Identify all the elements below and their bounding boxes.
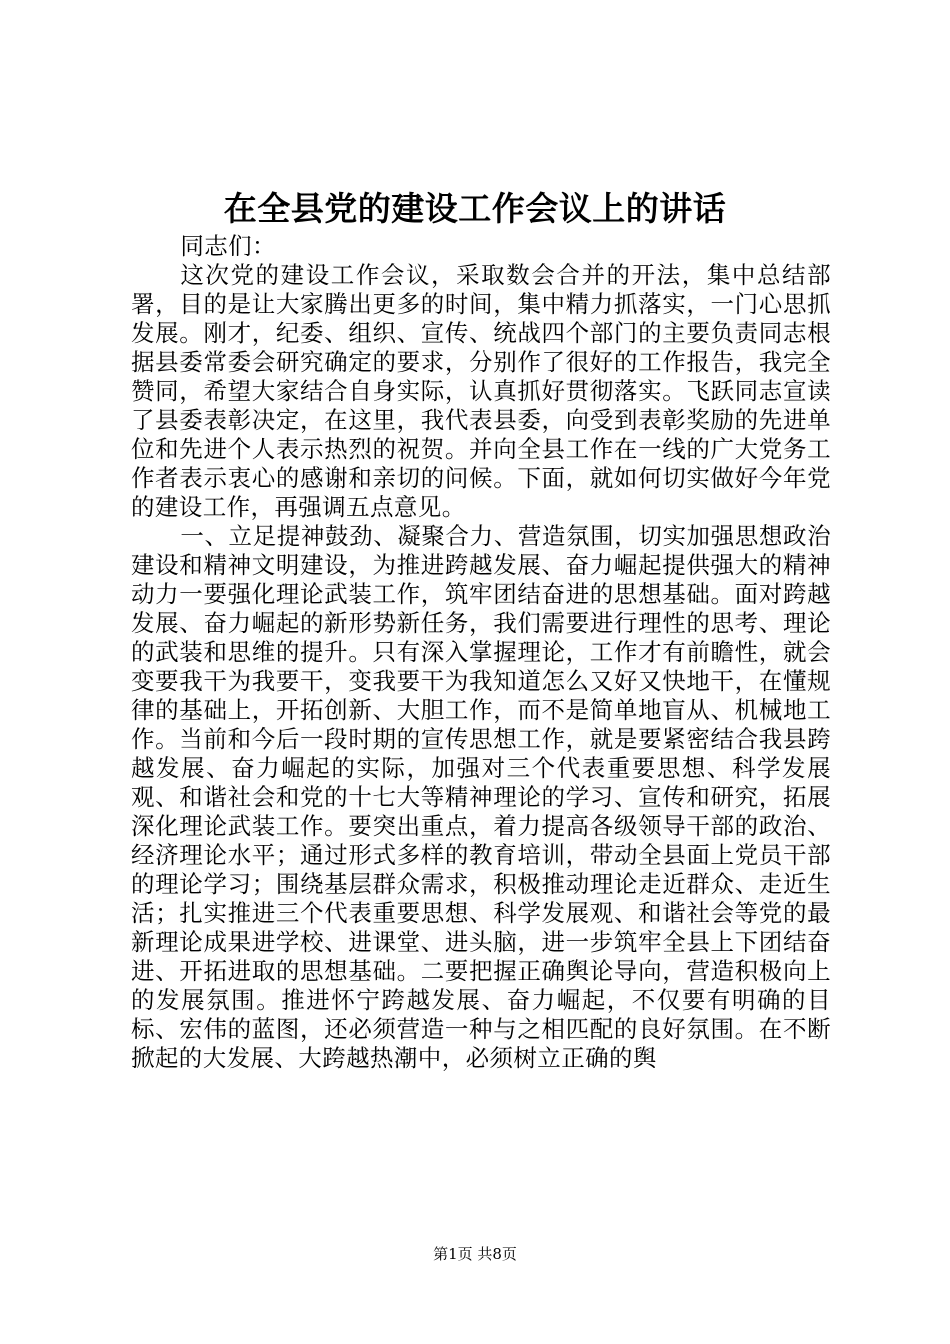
salutation-paragraph: 同志们：: [180, 232, 276, 260]
section-one-paragraph: 一、立足提神鼓劲、凝聚合力、营造氛围，切实加强思想政治建设和精神文明建设，为推进跨越发展、奋力崛起提供强大的精神动力一要强化理论武装工作，筑牢团结奋进的思想基础。面对跨越发展、奋力崛起的新形势新任务，我们需要进行理性的思考、理论的武装和思维的提升。只有深入掌握理论，工作才有前瞻性，就会变要我干为我要干，变我要干为我知道怎么又好又快地干，在懂规律的基础上，开拓创新、大胆工作，而不是简单地盲从、机械地工作。当前和今后一段时期的宣传思想工作，就是要紧密结合我县跨越发展、奋力崛起的实际，加强对三个代表重要思想、科学发展观、和谐社会和党的十七大等精神理论的学习、宣传和研究，拓展深化理论武装工作。要突出重点，着力提高各级领导干部的政治、经济理论水平；通过形式多样的教育培训，带动全县面上党员干部的理论学习；围绕基层群众需求，积极推动理论走近群众、走近生活；扎实推进三个代表重要思想、科学发展观、和谐社会等党的最新理论成果进学校、进课堂、进头脑，进一步筑牢全县上下团结奋进、开拓进取的思想基础。二要把握正确舆论导向，营造积极向上的发展氛围。推进怀宁跨越发展、奋力崛起，不仅要有明确的目标、宏伟的蓝图，还必须营造一种与之相匹配的良好氛围。在不断掀起的大发展、大跨越热潮中，必须树立正确的舆: [131, 522, 831, 1072]
document-title: 在全县党的建设工作会议上的讲话: [223, 189, 727, 228]
page-number-footer: 第1页 共8页: [433, 1245, 517, 1263]
document-body: [131, 232, 831, 1073]
intro-paragraph: 这次党的建设工作会议，采取数会合并的开法，集中总结部署，目的是让大家腾出更多的时间，集中精力抓落实，一门心思抓发展。刚才，纪委、组织、宣传、统战四个部门的主要负责同志根据县委常委会研究确定的要求，分别作了很好的工作报告，我完全赞同，希望大家结合自身实际，认真抓好贯彻落实。飞跃同志宣读了县委表彰决定，在这里，我代表县委，向受到表彰奖励的先进单位和先进个人表示热烈的祝贺。并向全县工作在一线的广大党务工作者表示衷心的感谢和亲切的问候。下面，就如何切实做好今年党的建设工作，再强调五点意见。: [131, 261, 831, 521]
